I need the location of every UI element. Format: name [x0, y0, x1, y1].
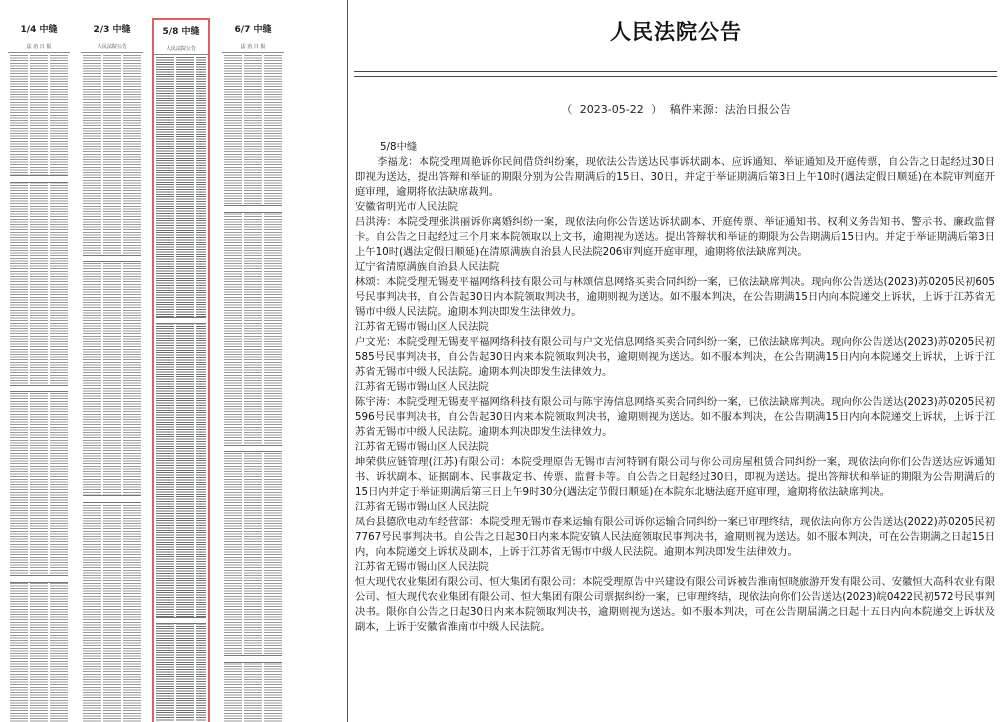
notice-paragraph: 凤台县德欣电动车经营部：本院受理无锡市春来运输有限公司诉你运输合同纠纷一案已审理终结，现依法向你方公告送达(2022)苏0205民初7767号民事判决书。自公告之日起30日内来本院安镇人民法庭领取民事判决书，逾期则视为送达。如不服本判决，可在公告期满之日起15日内，向本院递交上诉状及副本，上诉于江苏省无锡市中级人民法院。逾期本判决即发生法律效力。	[355, 516, 995, 558]
page-thumb-text-image	[156, 57, 206, 722]
page-thumb-label: 1/4 中缝	[20, 25, 58, 35]
page-thumb-label: 2/3 中缝	[93, 25, 131, 35]
article-title: 人民法院公告	[610, 19, 742, 44]
page-thumb-divider	[83, 495, 141, 503]
page-thumb-rule	[222, 52, 284, 53]
page-thumb-text-image	[83, 55, 141, 722]
page-thumb-divider	[10, 385, 68, 392]
page-thumb-masthead: 人民法院公告	[96, 44, 127, 50]
court-name: 安徽省明光市人民法院	[355, 201, 458, 213]
page-thumb-masthead: 法 治 日 报	[240, 44, 266, 50]
court-name: 辽宁省清原满族自治县人民法院	[355, 261, 500, 273]
court-name: 江苏省无锡市锡山区人民法院	[355, 501, 489, 513]
notice-paragraph: 坤荣供应链管理(江苏)有限公司：本院受理原告无锡市吉河特钢有限公司与你公司房屋租赁合同纠纷一案，现依法向你们公告送达应诉通知书、诉状副本、证据副本、民事裁定书、传票、监督卡等。自公告之日起经过30日，即视为送达。提出答辩状和举证的期限为公告期满后的15日内并定于举证期满后第三日上午9时30分(遇法定节假日顺延)在本院东北塘法庭开庭审理，逾期将依法缺席判决。	[355, 456, 995, 498]
page-thumb-6-7[interactable]	[222, 18, 284, 722]
article-meta	[349, 101, 1003, 117]
page-thumbnail-panel	[0, 0, 348, 722]
article-body	[355, 140, 995, 635]
page-thumb-label: 5/8 中缝	[162, 27, 200, 37]
page-thumb-label: 6/7 中缝	[234, 25, 272, 35]
court-name: 江苏省无锡市锡山区人民法院	[355, 321, 489, 333]
page-thumb-divider	[10, 575, 68, 583]
title-divider	[354, 71, 997, 77]
notice-paragraph: 吕洪涛：本院受理张洪丽诉你离婚纠纷一案，现依法向你公告送达诉状副本、开庭传票、举证通知书、权利义务告知书、警示书、廉政监督卡。自公告之日起经过三个月来本院领取以上文书，逾期视为送达。提出答辩状和举证的期限为公告期满后15日内。并定于举证期满后第3日上午10时(遇法定假日顺延)在清原满族自治县人民法院206审判庭开庭审理，逾期将依法缺席判决。	[355, 216, 995, 258]
page-thumb-divider	[83, 255, 141, 262]
notice-paragraph: 户文光：本院受理无锡麦平福网络科技有限公司与户文光信息网络买卖合同纠纷一案，已依法缺席判决。现向你公告送达(2023)苏0205民初585号民事判决书，自公告起30日内来本院领取判决书，逾期则视为送达。如不服本判决，在公告期满15日内向本院递交上诉状，上诉于江苏省无锡市中级人民法院。逾期本判决即发生法律效力。	[355, 336, 995, 378]
page-thumb-5-8[interactable]	[152, 18, 210, 722]
page-thumb-text-image	[10, 55, 68, 722]
page-thumb-divider	[224, 205, 282, 213]
page-thumb-masthead: 法 治 日 报	[26, 44, 52, 50]
page-thumb-rule	[154, 54, 208, 55]
notice-paragraph: 李福龙：本院受理周艳诉你民间借贷纠纷案，现依法公告送达民事诉状副本、应诉通知、举证通知及开庭传票，自公告之日起经过30日即视为送达，提出答辩和举证的期限分别为公告期满后的15日、30日，并定于举证期满后第3日上午10时(遇法定假日顺延)在本院审判庭开庭审理，逾期将依法缺席裁判。	[355, 156, 995, 198]
page-thumb-text-image	[224, 55, 282, 722]
notice-paragraph: 恒大现代农业集团有限公司、恒大集团有限公司：本院受理原告中兴建设有限公司诉被告淮南恒晓旅游开发有限公司、安徽恒大高科农业有限公司、恒大现代农业集团有限公司、恒大集团有限公司票据纠纷一案，已审理终结，现依法向你们公告送达(2023)皖0422民初572号民事判决书。限你自公告之日起30日内来本院领取判决书，逾期则视为送达。如不服本判决，可在公告期届满之日起十五日内向本院递交上诉状及副本，上诉于安徽省淮南市中级人民法院。	[355, 576, 995, 633]
article-panel	[349, 0, 1003, 722]
page-thumb-2-3[interactable]	[81, 18, 143, 722]
article-source: 稿件来源：法治日报公告	[669, 103, 791, 116]
date-open-paren: （	[561, 103, 573, 116]
court-name: 江苏省无锡市锡山区人民法院	[355, 561, 489, 573]
page-thumb-divider	[224, 655, 282, 663]
notice-paragraph: 林颂：本院受理无锡麦平福网络科技有限公司与林颂信息网络买卖合同纠纷一案，已依法缺席判决。现向你公告送达(2023)苏0205民初605号民事判决书，自公告起30日内本院领取判决书，逾期则视为送达。如不服本判决，在公告期满15日内向本院递交上诉状，上诉于江苏省无锡市中级人民法院。逾期本判决即发生法律效力。	[355, 276, 995, 318]
court-name: 江苏省无锡市锡山区人民法院	[355, 441, 489, 453]
page-thumb-rule	[8, 52, 70, 53]
page-thumb-divider	[224, 445, 282, 452]
edition-label: 5/8中缝	[380, 141, 418, 153]
page-thumb-divider	[10, 175, 68, 183]
page-thumb-divider	[156, 617, 206, 624]
page-thumb-divider	[156, 317, 206, 324]
publish-date: 2023-05-22	[579, 103, 644, 116]
page-thumb-rule	[81, 52, 143, 53]
notice-paragraph: 陈宇涛：本院受理无锡麦平福网络科技有限公司与陈宇涛信息网络买卖合同纠纷一案，已依法缺席判决。现向你公告送达(2023)苏0205民初596号民事判决书，自公告起30日内来本院领取判决书，逾期则视为送达。如不服本判决，在公告期满15日内向本院递交上诉状，上诉于江苏省无锡市中级人民法院。逾期本判决即发生法律效力。	[355, 396, 995, 438]
page-thumb-masthead: 人民法院公告	[165, 46, 196, 52]
page-thumb-1-4[interactable]	[8, 18, 70, 722]
court-name: 江苏省无锡市锡山区人民法院	[355, 381, 489, 393]
date-close-paren: ）	[651, 103, 663, 116]
